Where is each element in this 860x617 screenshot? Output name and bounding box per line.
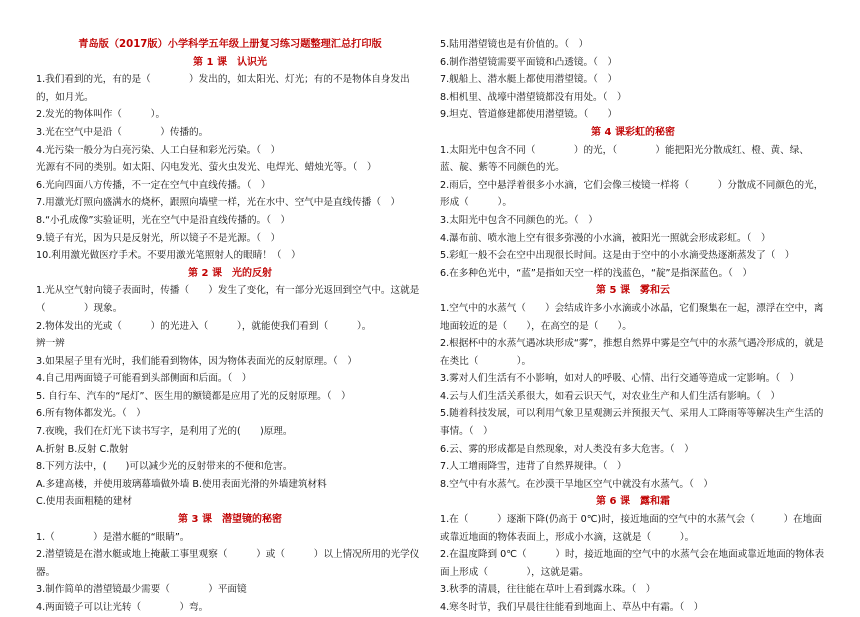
- document-title: 青岛版（2017版）小学科学五年级上册复习练习题整理汇总打印版: [78, 39, 382, 50]
- question-item: 2.雨后，空中悬浮着很多小水滴，它们会像三棱镜一样将（ ）分散成不同颜色的光，形成（ ）。: [440, 179, 824, 209]
- question-item: 2.根据杯中的水蒸气遇冰块形成“雾”，推想自然界中雾是空气中的水蒸气遇冷形成的，就是在类比（ ）。: [440, 338, 824, 367]
- question-item: C.使用表面粗糙的建材: [36, 496, 133, 508]
- question-item: 10.利用激光做医疗手术。不要用激光笔照射人的眼睛！（ ）: [36, 250, 301, 262]
- left-column: [36, 36, 424, 617]
- question-item: 1.在（ ）逐渐下降(仍高于 0℃)时，接近地面的空气中的水蒸气会（ ）在地面或靠近地面的物体表面上，形成小水滴，这就是（ ）。: [440, 514, 822, 543]
- question-item: 6.光向四面八方传播，不一定在空气中直线传播。（ ）: [36, 179, 271, 191]
- right-column: [440, 36, 826, 617]
- question-item: 3.太阳光中包含不同颜色的光。（ ）: [440, 214, 598, 226]
- question-item: 7.舰船上、潜水艇上都使用潜望镜。（ ）: [440, 74, 618, 86]
- question-item: 5.彩虹一般不会在空中出现很长时间。这是由于空中的小水滴受热逐渐蒸发了（ ）: [440, 250, 795, 262]
- lesson-heading: 第 6 课 露和霜: [596, 496, 670, 508]
- question-item: 辨一辨: [36, 338, 65, 350]
- question-item: 3.雾对人们生活有不小影响，如对人的呼吸、心情、出行交通等造成一定影响。（ ）: [440, 373, 800, 385]
- question-item: 2.在温度降到 0℃（ ）时，接近地面的空气中的水蒸气会在地面或靠近地面的物体表面上形成（ ），这就是霜。: [440, 549, 825, 578]
- question-item: 2.发光的物体叫作（ ）。: [36, 109, 166, 121]
- question-item: 7.人工增雨降雪，违背了自然界规律。（ ）: [440, 461, 627, 473]
- lesson-heading: 第 2 课 光的反射: [188, 267, 272, 279]
- question-item: A.折射 B.反射 C.散射: [36, 443, 129, 455]
- question-item: 3.光在空气中是沿（ ）传播的。: [36, 126, 209, 138]
- question-item: 7.用激光灯照向盛满水的烧杯，跟照向墙壁一样，光在水中、空气中是直线传播（ ）: [36, 197, 401, 209]
- question-item: 9.镜子有光，因为只是反射光，所以镜子不是光源。（ ）: [36, 232, 281, 244]
- question-item: 2.潜望镜是在潜水艇或地上掩蔽工事里观察（ ）或（ ）以上情况所用的光学仪器。: [36, 549, 420, 578]
- question-item: 4.光污染一般分为白亮污染、人工白昼和彩光污染。（ ）: [36, 144, 281, 156]
- question-item: 4.云与人们生活关系很大，如看云识天气，对农业生产和人们生活有影响。（ ）: [440, 390, 781, 402]
- lesson-heading: 第 4 课彩虹的秘密: [591, 126, 675, 138]
- title-spacer: [36, 36, 424, 54]
- question-item: 1.空气中的水蒸气（ ）会结成许多小水滴或小冰晶，它们聚集在一起，漂浮在空中，离地面较近的是（ ），在高空的是（ ）。: [440, 302, 824, 332]
- question-item: 5.陆用潜望镜也是有价值的。（ ）: [440, 39, 589, 50]
- question-item: 1.（ ）是潜水艇的“眼睛”。: [36, 531, 190, 543]
- question-item: 4.瀑布前、喷水池上空有很多弥漫的小水滴，被阳光一照就会形成彩虹。（ ）: [440, 232, 771, 244]
- question-item: 6.所有物体都发光。（ ）: [36, 408, 146, 420]
- question-item: 4.两面镜子可以让光转（ ）弯。: [36, 602, 209, 613]
- question-item: 6.制作潜望镜需要平面镜和凸透镜。（ ）: [440, 56, 618, 68]
- question-item: 7.夜晚，我们在灯光下读书写字，是利用了光的( )原理。: [36, 426, 293, 438]
- question-item: 6.在多种色光中，“蓝”是指如天空一样的浅蓝色，“靛”是指深蓝色。（ ）: [440, 267, 753, 279]
- question-item: 6.云、雾的形成都是自然现象，对人类没有多大危害。（ ）: [440, 443, 694, 455]
- question-item: 8.空气中有水蒸气。在沙漠干旱地区空气中就没有水蒸气。（ ）: [440, 478, 713, 490]
- lesson-heading: 第 5 课 雾和云: [596, 285, 670, 297]
- question-item: 4.自己用两面镜子可能看到头部侧面和后面。（ ）: [36, 373, 252, 385]
- question-item: 3.秋季的清晨，往往能在草叶上看到露水珠。（ ）: [440, 584, 656, 596]
- lesson-heading: 第 3 课 潜望镜的秘密: [178, 514, 282, 526]
- question-item: 1.光从空气射向镜子表面时，传播（ ）发生了变化，有一部分光返回到空气中。这就是（ ）现象。: [36, 285, 420, 314]
- question-item: 1.我们看到的光，有的是（ ）发出的，如太阳光、灯光；有的不是物体自身发出的，如月光。: [36, 74, 410, 103]
- question-item: 4.寒冬时节，我们早晨往往能看到地面上、草丛中有霜。（ ）: [440, 602, 704, 613]
- lesson-heading: 第 1 课 认识光: [193, 56, 267, 68]
- question-item: 9.坦克、管道修建都使用潜望镜。（ ）: [440, 109, 618, 121]
- question-item: 8.“小孔成像”实验证明，光在空气中是沿直线传播的。（ ）: [36, 214, 291, 226]
- question-item: A.多建高楼，并使用玻璃幕墙做外墙 B.使用表面光滑的外墙建筑材料: [36, 478, 327, 490]
- question-item: 8.下列方法中，( )可以减少光的反射带来的不便和危害。: [36, 461, 293, 473]
- question-item: 5.随着科技发展，可以利用气象卫星观测云并预报天气、采用人工降雨等等解决生产生活的事情。（ ）: [440, 408, 824, 438]
- question-item: 3.如果屋子里有光时，我们能看到物体，因为物体表面光的反射原理。（ ）: [36, 355, 357, 367]
- question-item: 3.制作简单的潜望镜最少需要（ ）平面镜: [36, 584, 247, 596]
- question-item: 2.物体发出的光或（ ）的光进入（ ），就能使我们看到（ ）。: [36, 320, 372, 332]
- question-item: 8.相机里、战壕中潜望镜都没有用处。（ ）: [440, 91, 627, 103]
- question-item: 光源有不同的类别。如太阳、闪电发光、萤火虫发光、电焊光、蜡烛光等。（ ）: [36, 162, 377, 174]
- question-item: 5. 自行车、汽车的“尾灯”、医生用的额镜都是应用了光的反射原理。（ ）: [36, 390, 351, 402]
- question-item: 1.太阳光中包含不同（ ）的光，（ ）能把阳光分散成红、橙、黄、绿、蓝、靛、紫等不同颜色的光。: [440, 144, 809, 174]
